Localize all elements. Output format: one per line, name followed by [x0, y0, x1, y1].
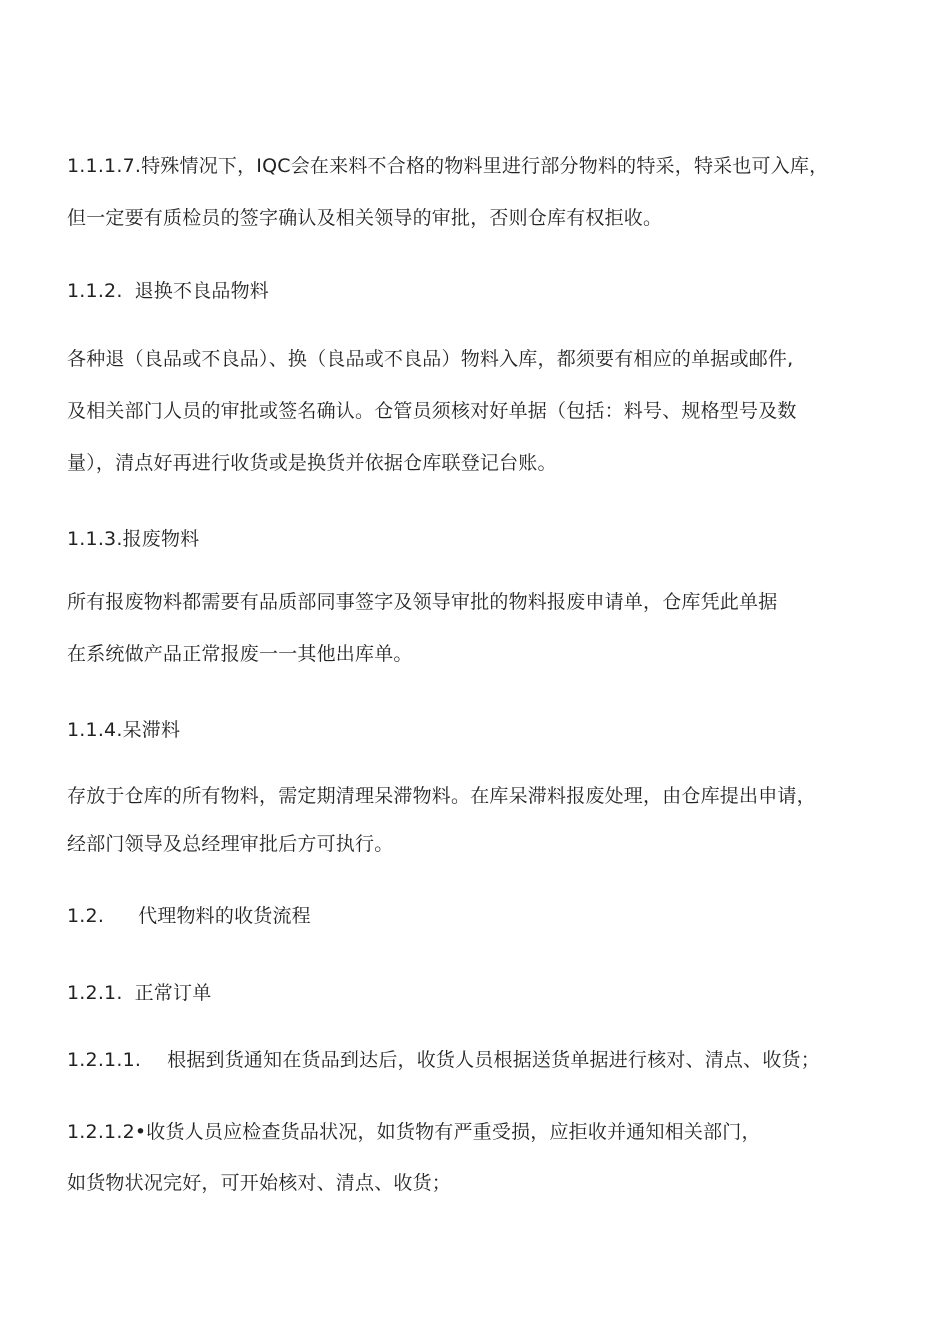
heading-title: 正常订单 [134, 982, 212, 1004]
heading-title: 退换不良品物料 [134, 280, 269, 302]
heading-number: 1.1.2. [67, 280, 123, 302]
item-number: 1.2.1.1. [67, 1049, 142, 1071]
heading-1-2-1 [67, 981, 211, 1005]
paragraph-return-line-3: 量），清点好再进行收货或是换货并依据仓库联登记台账。 [67, 452, 557, 474]
heading-number: 1.2.1. [67, 982, 123, 1004]
heading-number: 1.2. [67, 905, 105, 927]
item-text: 根据到货通知在货品到达后，收货人员根据送货单据进行核对、清点、收货； [167, 1049, 820, 1071]
paragraph-stagnant-line-2: 经部门领导及总经理审批后方可执行。 [67, 833, 394, 855]
heading-title: 代理物料的收货流程 [138, 905, 311, 927]
paragraph-special-case-line-2: 但一定要有质检员的签字确认及相关领导的审批，否则仓库有权拒收。 [67, 207, 663, 229]
heading-1-1-4: 1.1.4.呆滞料 [67, 719, 181, 741]
paragraph-return-line-2: 及相关部门人员的审批或签名确认。仓管员须核对好单据（包括：料号、规格型号及数 [67, 400, 797, 422]
heading-1-1-2 [67, 279, 269, 303]
paragraph-stagnant-line-1: 存放于仓库的所有物料，需定期清理呆滞物料。在库呆滞料报废处理，由仓库提出申请， [67, 785, 816, 807]
paragraph-inspection-line-1: 1.2.1.2•收货人员应检查货品状况，如货物有严重受损，应拒收并通知相关部门， [67, 1121, 761, 1143]
paragraph-scrap-line-2: 在系统做产品正常报废一一其他出库单。 [67, 643, 413, 665]
paragraph-return-line-1: 各种退（良品或不良品）、换（良品或不良品）物料入库，都须要有相应的单据或邮件, [67, 348, 794, 370]
paragraph-1-2-1-1 [67, 1048, 820, 1072]
paragraph-special-case-line-1: 1.1.1.7.特殊情况下，IQC会在来料不合格的物料里进行部分物料的特采，特采也可入库， [67, 155, 829, 177]
heading-1-1-3: 1.1.3.报废物料 [67, 528, 200, 550]
paragraph-inspection-line-2: 如货物状况完好，可开始核对、清点、收货； [67, 1172, 452, 1194]
paragraph-scrap-line-1: 所有报废物料都需要有品质部同事签字及领导审批的物料报废申请单，仓库凭此单据 [67, 591, 778, 613]
heading-1-2 [67, 904, 311, 928]
